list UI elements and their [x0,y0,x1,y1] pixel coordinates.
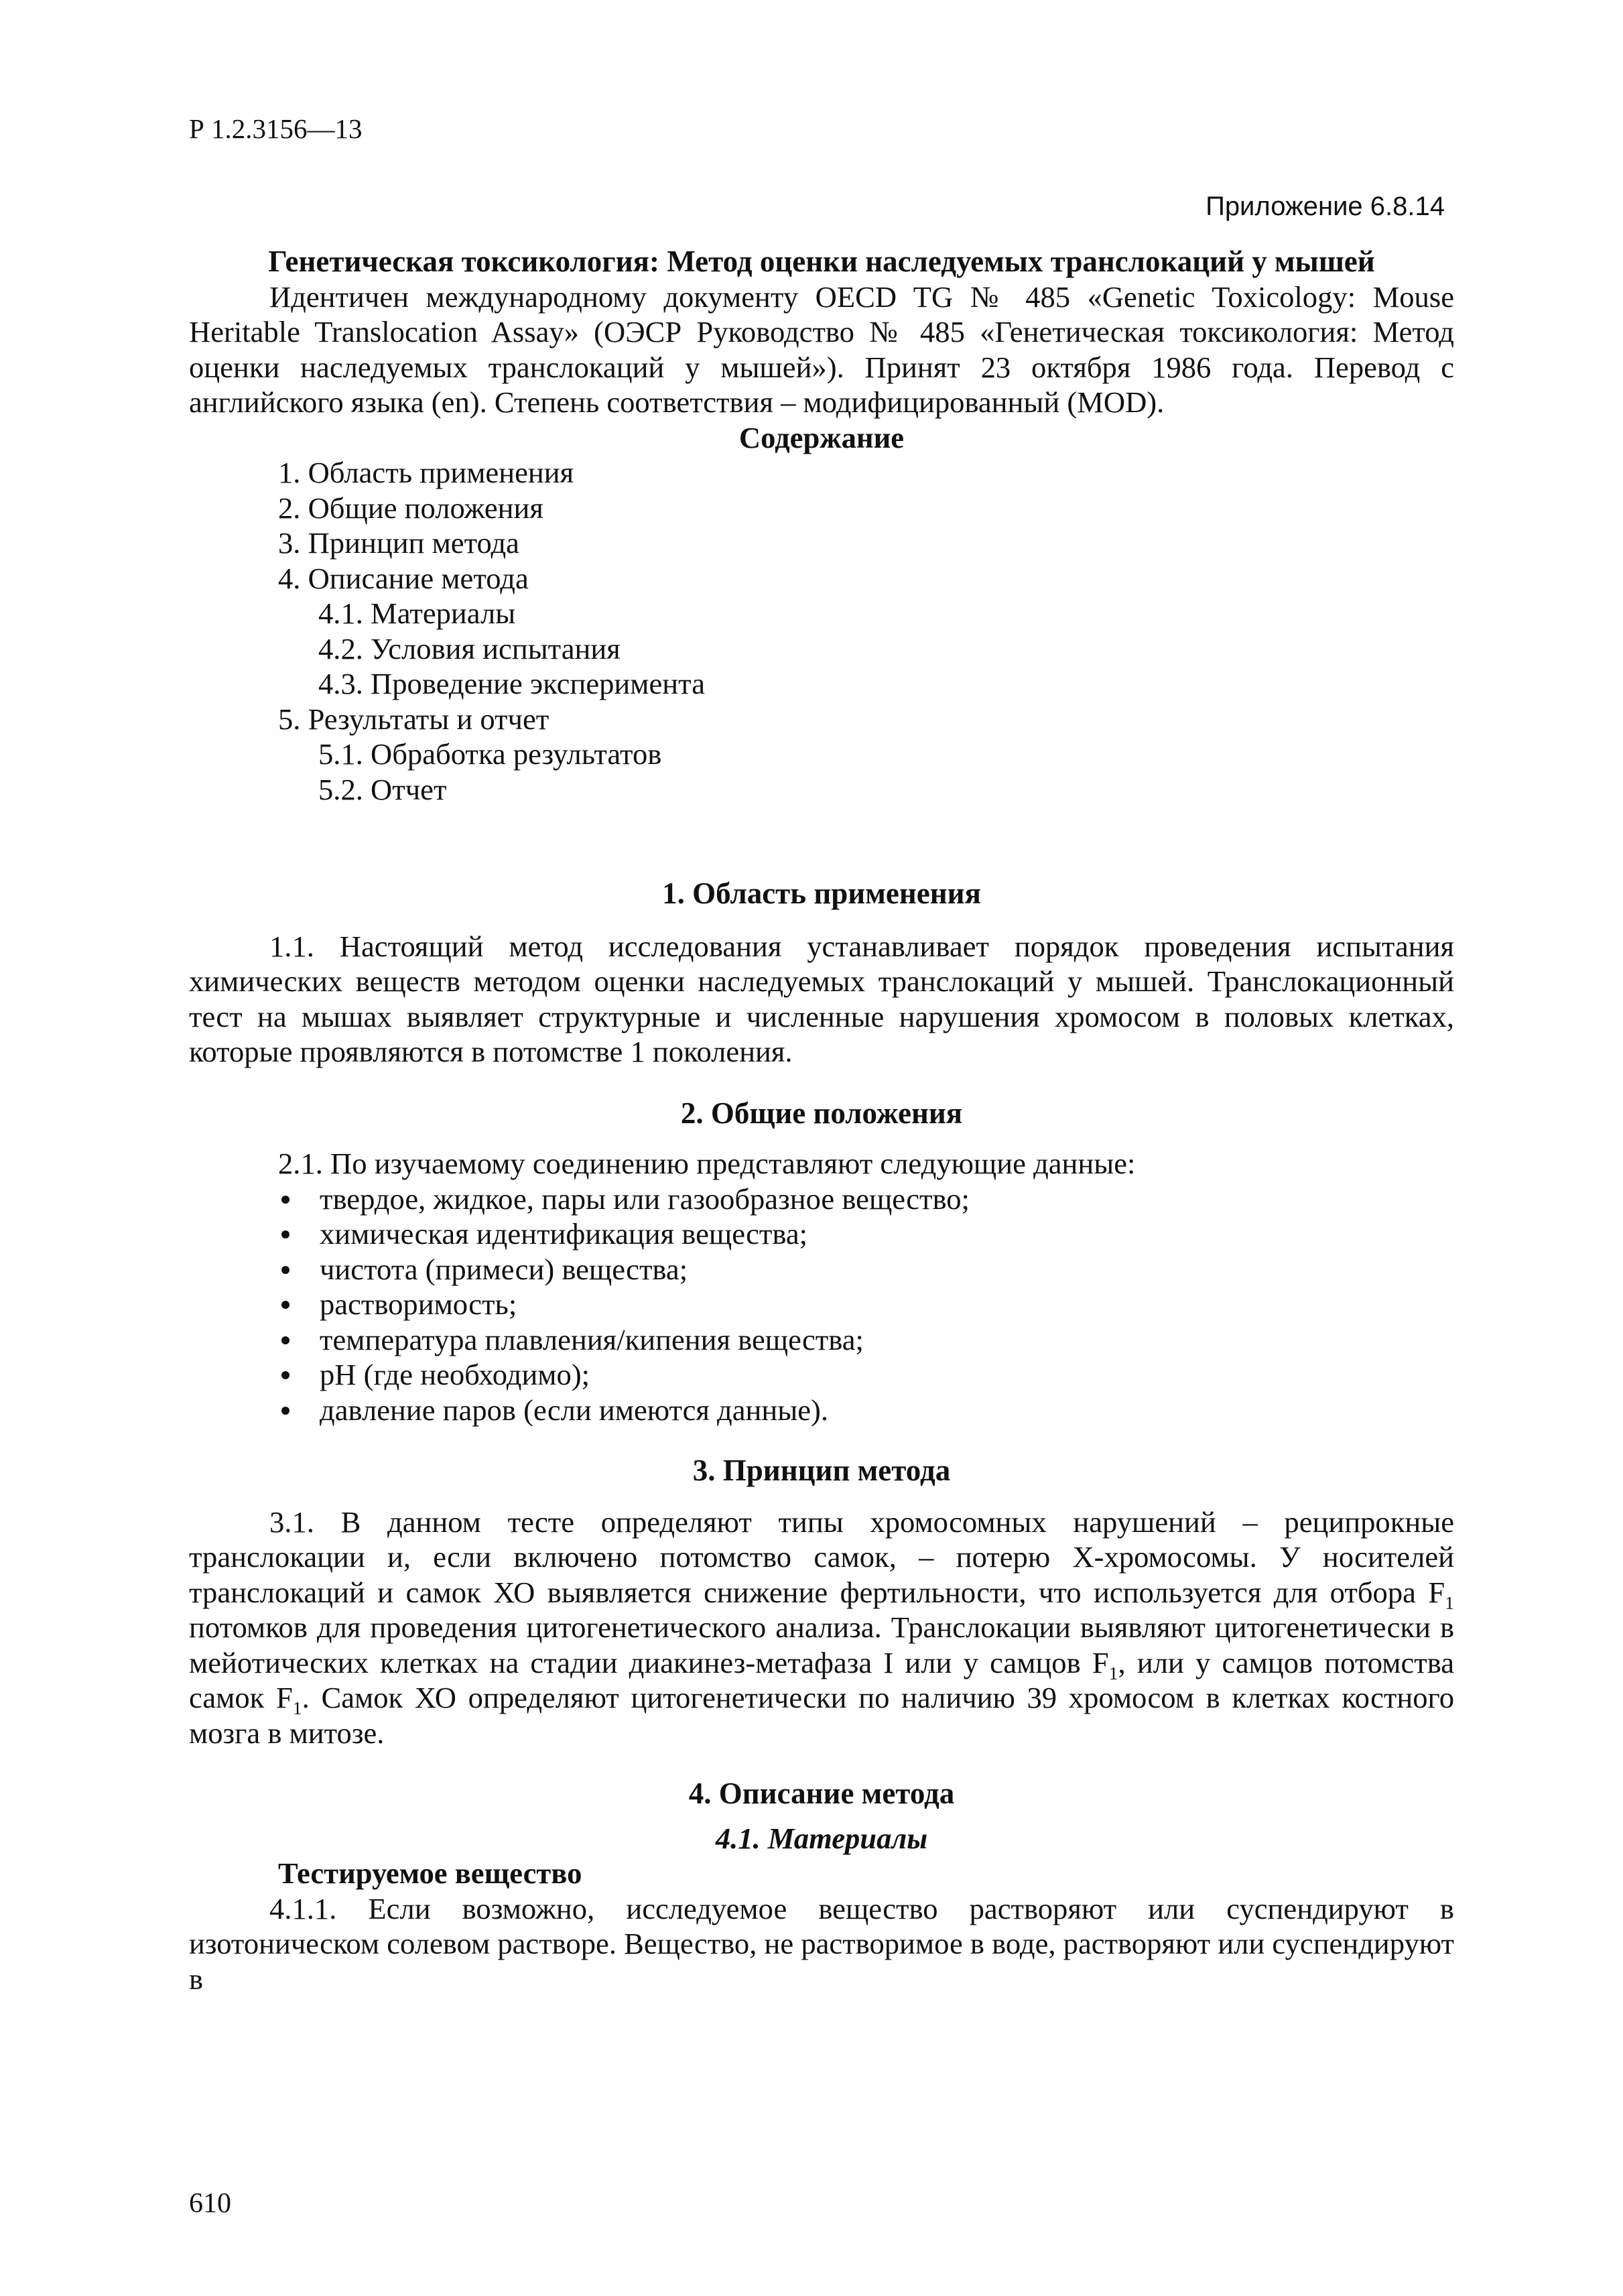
section-4-heading: 4. Описание метода [688,1777,955,1810]
list-item: химическая идентификация вещества; [279,1216,1454,1252]
section-3-paragraph: 3.1. В данном тесте определяют типы хромосомных нарушений – реципрокные транслокации и, если включено потомство самок, – потерю Х-хромосомы. У носителей транслокаций и самок ХО выявляется снижение фертильности, что используется для отбора $F_1$ потомков для проведения цитогенетического анализа. Транслокации выявляют цитогенетически в мейотических клетках на стадии диакинез-метафаза I или у самцов $F_1$, или у самцов потомства самок $F_1$. Самок ХО определяют цитогенетически по наличию 39 хромосом в клетках костного мозга в митозе. [189,1505,1454,1750]
document-code: Р 1.2.3156—13 [189,113,363,144]
page-number: 610 [189,2188,231,2219]
appendix-label: Приложение 6.8.14 [1206,192,1445,221]
document-title: Генетическая токсикология: Метод оценки наследуемых транслокаций у мышей [268,245,1375,278]
list-item: чистота (примеси) вещества; [279,1252,1454,1287]
toc-heading: Содержание [738,420,905,454]
list-item: давление паров (если имеются данные). [279,1393,1454,1428]
section-1-paragraph: 1.1. Настоящий метод исследования устанавливает порядок проведения испытания химических веществ методом оценки наследуемых транслокаций у мышей. Транслокационный тест на мышах выявляет структурные и численные нарушения хромосом в половых клетках, которые проявляются в потомстве 1 поколения. [189,929,1454,1068]
toc-item: 5. Результаты и отчет [278,702,549,736]
section-2-heading: 2. Общие положения [680,1096,963,1130]
toc-subitem: 5.1. Обработка результатов [318,737,662,771]
toc-item: 1. Область применения [278,456,574,489]
section-4-paragraph: 4.1.1. Если возможно, исследуемое вещество растворяют или суспендируют в изотоническом солевом растворе. Вещество, не растворимое в воде, растворяют или суспендируют в [189,1891,1454,1996]
section-3-heading: 3. Принцип метода [692,1454,951,1487]
list-item: растворимость; [279,1287,1454,1322]
toc-item: 4. Описание метода [278,561,529,595]
list-item: pH (где необходимо); [279,1357,1454,1393]
subsection-4-1-heading: 4.1. Материалы [715,1821,928,1855]
toc-subitem: 5.2. Отчет [318,772,447,806]
list-item: температура плавления/кипения вещества; [279,1322,1454,1358]
test-substance-heading: Тестируемое вещество [278,1856,582,1890]
toc-subitem: 4.1. Материалы [318,596,516,630]
toc-item: 2. Общие положения [278,491,543,525]
document-body [189,244,1454,1996]
toc-item: 3. Принцип метода [278,526,519,560]
table-of-contents [189,455,1454,807]
properties-list [189,1182,1454,1428]
toc-subitem: 4.2. Условия испытания [318,631,621,665]
list-item: твердое, жидкое, пары или газообразное вещество; [279,1182,1454,1217]
section-1-heading: 1. Область применения [662,877,981,910]
section-2-lead: 2.1. По изучаемому соединению представляют следующие данные: [278,1147,1136,1180]
toc-subitem: 4.3. Проведение эксперимента [318,667,705,700]
intro-paragraph: Идентичен международному документу OECD TG № 485 «Genetic Toxicology: Mouse Heritable Translocation Assay» (ОЭСР Руководство № 485 «Генетическая токсикология: Метод оценки наследуемых транслокаций у мышей»). Принят 23 октября 1986 года. Перевод с английского языка (en). Степень соответствия – модифицированный (MOD). [189,279,1454,419]
